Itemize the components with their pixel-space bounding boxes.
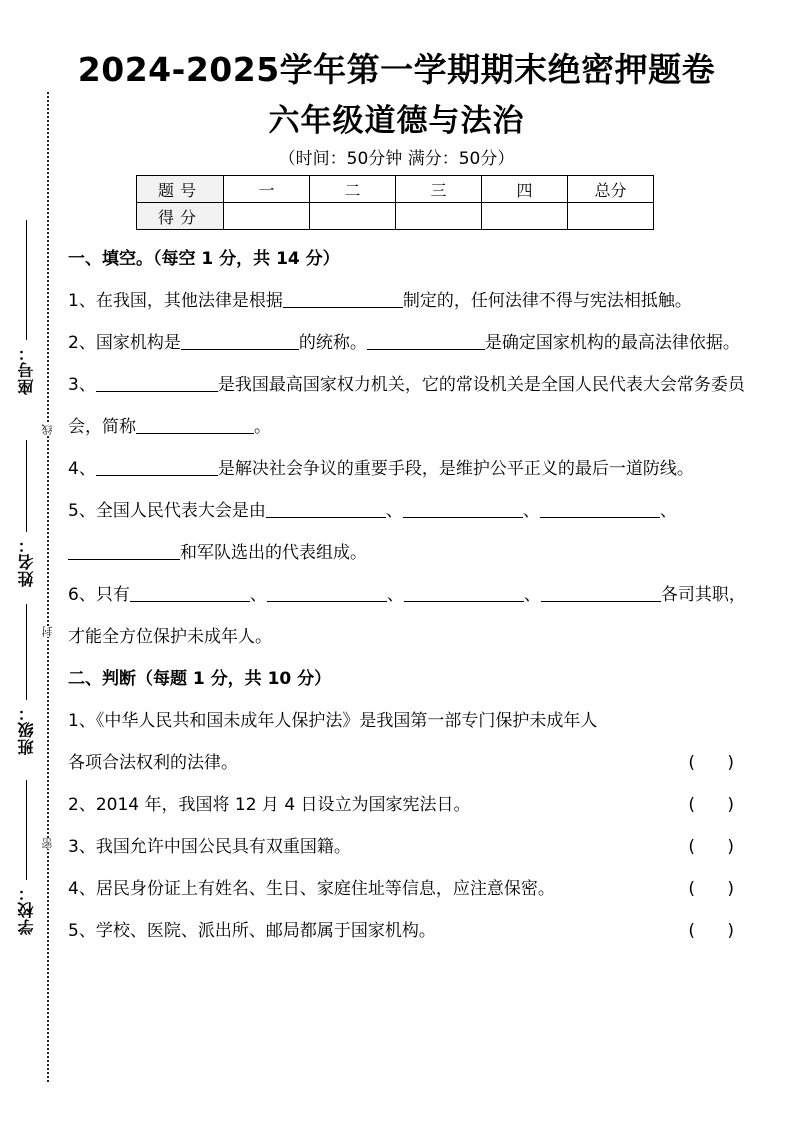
fill-question-2 (68, 322, 748, 364)
q5-blank-4[interactable] (68, 539, 180, 560)
exam-title: 2024-2025学年第一学期期末绝密押题卷 (77, 50, 716, 89)
score-table-score-row (137, 203, 654, 230)
judge-question-5 (68, 910, 748, 952)
fill-question-6 (68, 574, 748, 658)
seat-field[interactable] (6, 220, 46, 395)
fill-question-3 (68, 364, 748, 448)
score-cell-2[interactable] (310, 203, 396, 230)
score-table (136, 175, 654, 230)
q5-sep-1: 、 (385, 501, 403, 521)
q6-blank-1[interactable] (130, 581, 250, 602)
q5-blank-1[interactable] (266, 497, 386, 518)
q6-blank-3[interactable] (404, 581, 524, 602)
score-head-label: 题号 (137, 176, 224, 203)
q2-blank-2[interactable] (367, 329, 485, 350)
exam-meta: （时间：50分钟 满分：50分） (278, 149, 515, 169)
score-cell-1[interactable] (224, 203, 310, 230)
score-row-label: 得分 (137, 203, 224, 230)
q6-blank-4[interactable] (541, 581, 661, 602)
q1-text-a: 1、在我国，其他法律是根据 (68, 291, 283, 311)
q6-text-end: 各司其职，才能全方位保护未成年人。 (68, 585, 746, 647)
score-table-header-row (137, 176, 654, 203)
score-head-1: 一 (224, 176, 310, 203)
q3-blank-2[interactable] (136, 413, 254, 434)
j4-answer-paren[interactable]: ( ) (688, 879, 734, 899)
q2-text-a: 2、国家机构是 (68, 333, 181, 353)
exam-subtitle: 六年级道德与法治 (268, 103, 525, 139)
seat-underline (26, 220, 27, 340)
q6-sep-1: 、 (249, 585, 267, 605)
q3-blank-1[interactable] (96, 371, 218, 392)
fill-question-1 (68, 280, 748, 322)
school-field[interactable] (6, 780, 46, 935)
q5-blank-2[interactable] (403, 497, 523, 518)
q4-text-a: 4、 (68, 459, 96, 479)
binding-mark-xian: 线 (41, 424, 54, 435)
seat-label: 座号： (16, 344, 36, 395)
q2-text-c: 是确定国家机构的最高法律依据。 (484, 333, 740, 353)
q6-text-a: 6、只有 (68, 585, 130, 605)
binding-mark-mi: 密 (41, 838, 54, 849)
name-underline (26, 440, 27, 532)
name-field[interactable] (6, 440, 46, 587)
fill-question-4 (68, 448, 748, 490)
judge-question-2 (68, 784, 748, 826)
q4-blank[interactable] (96, 455, 218, 476)
j3-text: 3、我国允许中国公民具有双重国籍。 (68, 837, 351, 857)
j3-answer-paren[interactable]: ( ) (688, 837, 734, 857)
q5-blank-3[interactable] (540, 497, 660, 518)
score-head-total: 总分 (568, 176, 654, 203)
judge-question-4 (68, 868, 748, 910)
q3-text-b: 是我国最高国家权力机关，它的常设机关是全国人民代表大会常务委员会，简称 (68, 375, 745, 437)
j1-answer-paren[interactable]: ( ) (688, 753, 734, 773)
q6-blank-2[interactable] (267, 581, 387, 602)
school-label: 学校： (16, 884, 36, 935)
score-head-4: 四 (482, 176, 568, 203)
q4-text-b: 是解决社会争议的重要手段，是维护公平正义的最后一道防线。 (217, 459, 694, 479)
class-underline (26, 604, 27, 700)
binding-mark-feng: 封 (41, 626, 54, 637)
j2-answer-paren[interactable]: ( ) (688, 795, 734, 815)
binding-dotted-line (47, 92, 49, 1082)
q5-sep-3: 、 (659, 501, 677, 521)
class-label: 班级： (16, 704, 36, 755)
section-1-title: 一、填空。（每空 1 分，共 14 分） (68, 249, 340, 269)
j5-text: 5、学校、医院、派出所、邮局都属于国家机构。 (68, 921, 436, 941)
exam-content (68, 238, 748, 952)
j4-text: 4、居民身份证上有姓名、生日、家庭住址等信息，应注意保密。 (68, 879, 555, 899)
j1-text-a: 1、《中华人民共和国未成年人保护法》是我国第一部专门保护未成年人 (68, 711, 598, 731)
q2-blank-1[interactable] (181, 329, 299, 350)
q6-sep-3: 、 (523, 585, 541, 605)
judge-question-3 (68, 826, 748, 868)
judge-question-1 (68, 700, 748, 784)
name-label: 姓名： (16, 536, 36, 587)
q5-text-end: 和军队选出的代表组成。 (180, 543, 367, 563)
score-cell-4[interactable] (482, 203, 568, 230)
score-head-3: 三 (396, 176, 482, 203)
q6-sep-2: 、 (386, 585, 404, 605)
score-head-2: 二 (310, 176, 396, 203)
q2-text-b: 的统称。 (298, 333, 367, 353)
section-2-title: 二、判断（每题 1 分，共 10 分） (68, 669, 332, 689)
j5-answer-paren[interactable]: ( ) (688, 921, 734, 941)
q3-text-c: 。 (254, 417, 271, 437)
q1-blank[interactable] (283, 287, 403, 308)
q5-sep-2: 、 (522, 501, 540, 521)
j2-text: 2、2014 年，我国将 12 月 4 日设立为国家宪法日。 (68, 795, 471, 815)
score-cell-3[interactable] (396, 203, 482, 230)
j1-text-b: 各项合法权利的法律。 (68, 753, 238, 773)
school-underline (26, 780, 27, 880)
q1-text-b: 制定的，任何法律不得与宪法相抵触。 (402, 291, 692, 311)
q5-text-a: 5、全国人民代表大会是由 (68, 501, 266, 521)
fill-question-5 (68, 490, 748, 574)
q3-text-a: 3、 (68, 375, 96, 395)
score-cell-total[interactable] (568, 203, 654, 230)
